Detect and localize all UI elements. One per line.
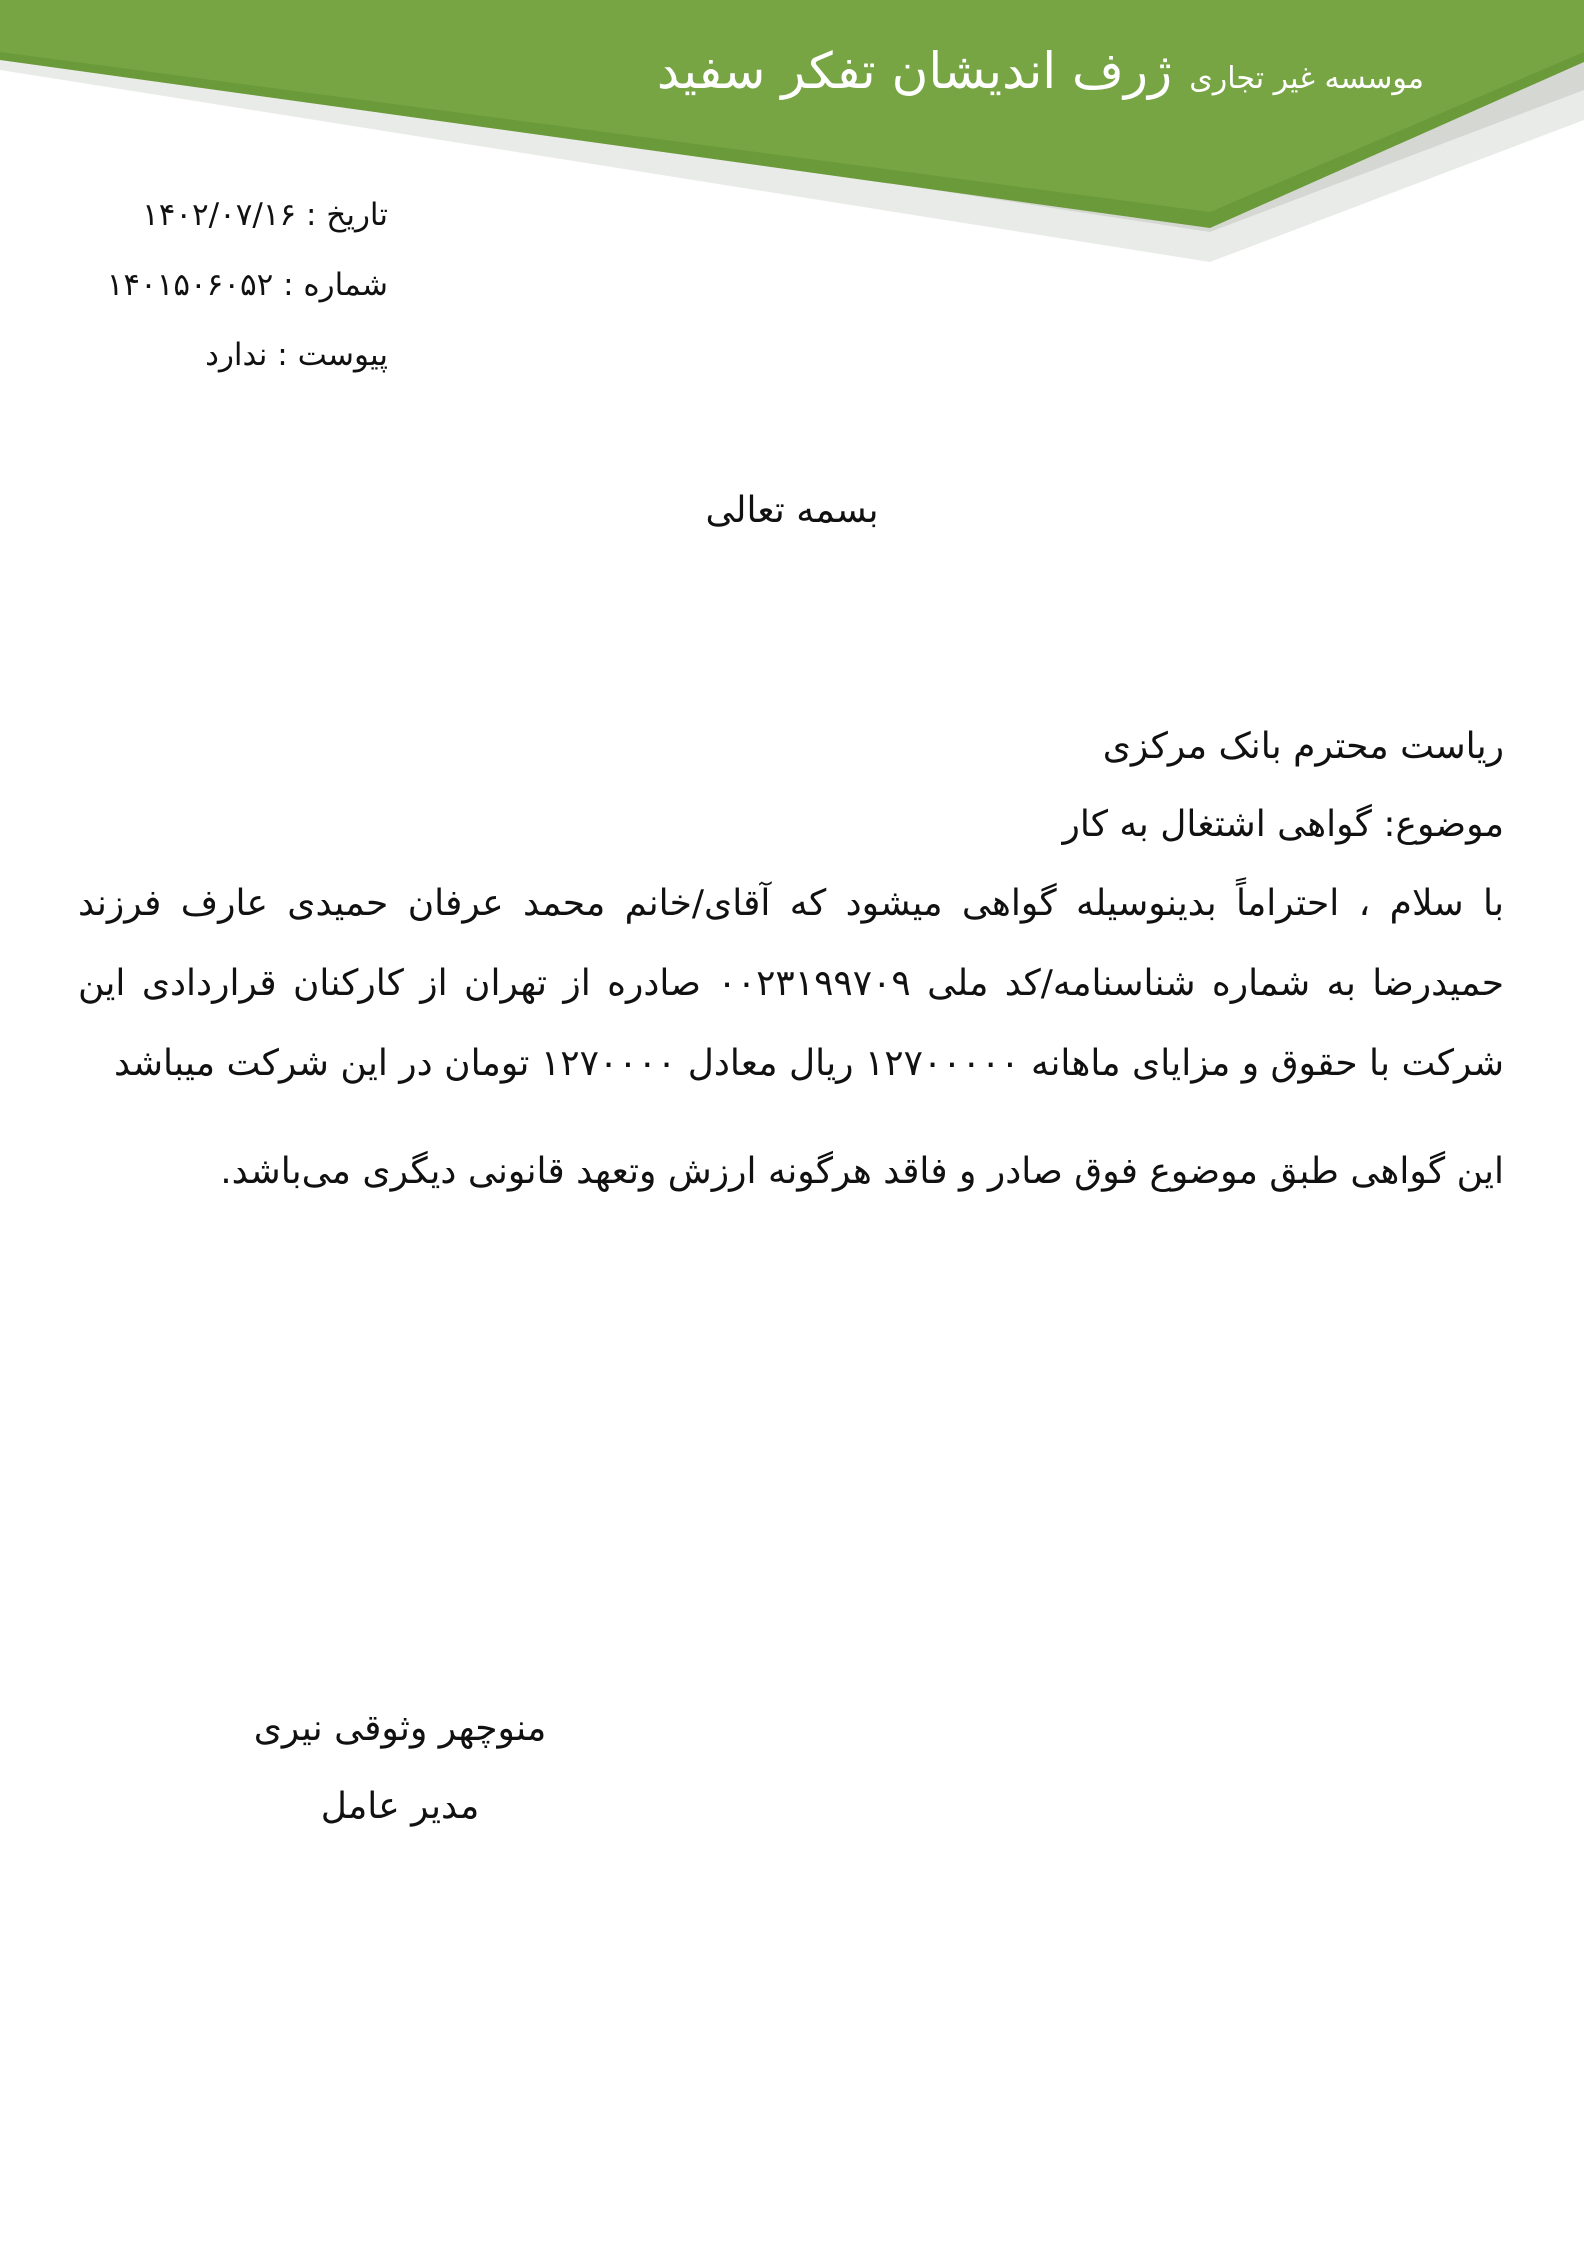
- letter-subject: موضوع: گواهی اشتغال به کار: [1062, 804, 1504, 845]
- org-main-name: ژرف اندیشان تفکر سفید: [656, 42, 1173, 100]
- letter-content: [78, 708, 1504, 1240]
- letter-recipient: ریاست محترم بانک مرکزی: [1102, 726, 1504, 767]
- basmala-heading: بسمه تعالی: [705, 490, 879, 531]
- letter-meta: [107, 180, 388, 390]
- letter-attachment: پیوست : ندارد: [205, 337, 388, 373]
- letter-closing: این گواهی طبق موضوع فوق صادر و فاقد هرگونه ارزش وتعهد قانونی دیگری می‌باشد.: [220, 1151, 1504, 1192]
- signer-name: منوچهر وثوقی نیری: [253, 1708, 547, 1749]
- org-name: [657, 42, 1424, 100]
- letter-date: تاریخ : ۱۴۰۲/۰۷/۱۶: [142, 197, 388, 233]
- letter-number: شماره : ۱۴۰۱۵۰۶۰۵۲: [106, 267, 388, 303]
- letter-body: با سلام ، احتراماً بدینوسیله گواهی میشود که آقای/خانم محمد عرفان حمیدی عارف فرزند حمیدرضا به شماره شناسنامه/کد ملی ۰۰۲۳۱۹۹۷۰۹ صادره از تهران از کارکنان قراردادی این شرکت با حقوق و مزایای ماهانه ۱۲۷۰۰۰۰۰ ریال معادل ۱۲۷۰۰۰۰ تومان در این شرکت میباشد: [78, 883, 1504, 1084]
- signature-block: [200, 1690, 600, 1846]
- org-prefix: موسسه غیر تجاری: [1189, 61, 1424, 96]
- signer-title: مدیر عامل: [320, 1786, 480, 1827]
